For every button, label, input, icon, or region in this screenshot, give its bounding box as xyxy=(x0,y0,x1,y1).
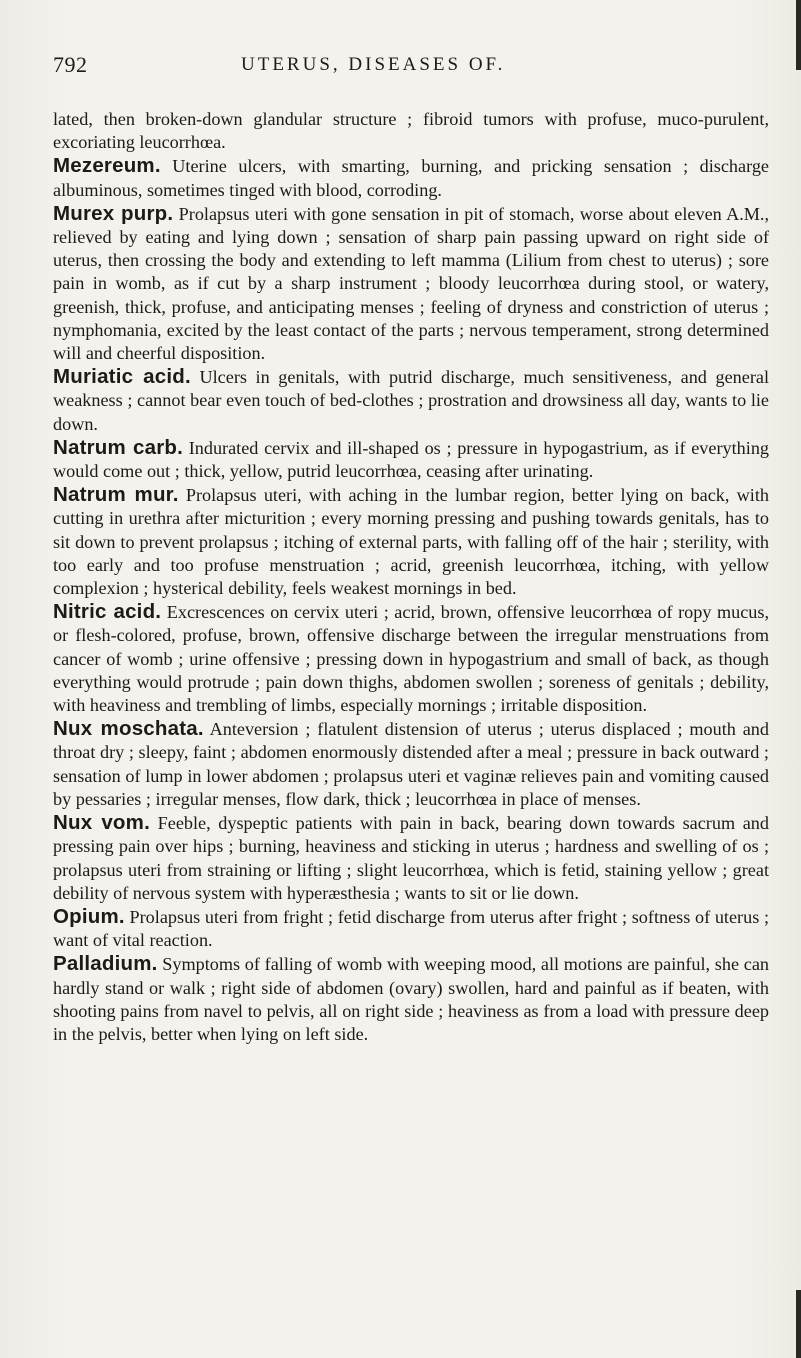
page-edge-mark xyxy=(796,1290,801,1358)
remedy-description: Anteversion ; flatulent distension of uterus ; uterus displaced ; mouth and throat dry ; sleepy, faint ; abdomen enormously distended after a meal ; pressure in back outward ; sensation of lump in lower abdomen ; prolapsus uteri et vaginæ relieves pain and vomiting caused by pessaries ; irregular menses, flow dark, thick ; leucorrhœa in place of menses. xyxy=(53,719,769,809)
remedy-description: Prolapsus uteri with gone sensation in pit of stomach, worse about eleven A.M., relieved by eating and lying down ; sensation of sharp pain passing upward on right side of uterus, then crossing the body and extending to left mamma (Lilium from chest to uterus) ; sore pain in womb, as if cut by a sharp instrument ; bloody leucorrhœa during stool, or watery, greenish, thick, profuse, and anticipating menses ; feeling of dryness and constriction of uterus ; nymphomania, excited by the least contact of the parts ; nervous temperament, strong determined will and cheerful disposition. xyxy=(53,203,770,364)
remedy-description: Prolapsus uteri, with aching in the lumbar region, better lying on back, with cutting in urethra after micturition ; every morning pressing and pushing towards genitals, has to sit down to prevent prolapsus ; itching of external parts, with falling off of the hair ; sterility, with too early and too profuse menstruation ; acrid, greenish leucorrhœa, itching, with yellow complexion ; hysterical debility, feels weakest mornings in bed. xyxy=(53,485,770,599)
remedy-description: Indurated cervix and ill-shaped os ; pressure in hypogastrium, as if everything would come out ; thick, yellow, putrid leucorrhœa, ceasing after urinating. xyxy=(53,437,770,482)
remedy-entry-nux-moschata xyxy=(53,717,769,811)
remedy-name: Nux vom. xyxy=(53,811,150,835)
remedy-description: Symptoms of falling of womb with weeping mood, all motions are painful, she can hardly stand or walk ; right side of abdomen (ovary) swollen, hard and painful as if beaten, with shooting pains from navel to pelvis, all on right side ; heaviness as from a load with pressure deep in the pelvis, better when lying on left side. xyxy=(53,954,770,1044)
remedy-description: Excrescences on cervix uteri ; acrid, brown, offensive leucorrhœa of ropy mucus, or flesh-colored, profuse, brown, offensive discharge between the irregular menstruations from cancer of womb ; urine offensive ; pressing down in hypogastrium and small of back, as though everything would protrude ; pain down thighs, abdomen swollen ; soreness of genitals ; debility, with heaviness and trembling of limbs, especially mornings ; irritable disposition. xyxy=(53,602,770,716)
page-number: 792 xyxy=(53,52,88,77)
remedy-entry-muriatic-acid xyxy=(53,365,769,436)
continued-paragraph: lated, then broken-down glandular structure ; fibroid tumors with profuse, muco-purulent, excoriating leucorrhœa. xyxy=(53,109,769,153)
remedy-name: Natrum mur. xyxy=(53,483,179,507)
remedy-name: Mezereum. xyxy=(53,154,161,178)
remedy-entry-natrum-carb xyxy=(53,436,769,483)
remedy-entry-natrum-mur xyxy=(53,483,769,600)
remedy-name: Muriatic acid. xyxy=(53,365,191,389)
remedy-name: Murex purp. xyxy=(53,201,174,225)
remedy-entry-mezereum xyxy=(53,154,769,201)
remedy-entry-murex-purp xyxy=(53,202,769,365)
page-edge-mark xyxy=(796,0,801,70)
remedy-entry-palladium xyxy=(53,952,769,1046)
remedy-name: Nux moschata. xyxy=(53,717,204,741)
remedy-description: Prolapsus uteri from fright ; fetid discharge from uterus after fright ; softness of uterus ; want of vital reaction. xyxy=(53,906,770,951)
remedy-entry-opium xyxy=(53,905,769,952)
remedy-description: Uterine ulcers, with smarting, burning, and pricking sensation ; discharge albuminous, sometimes tinged with blood, corroding. xyxy=(53,156,769,200)
remedy-entry-nux-vom xyxy=(53,811,769,905)
remedy-name: Natrum carb. xyxy=(53,435,183,459)
remedy-description: Feeble, dyspeptic patients with pain in back, bearing down towards sacrum and pressing pain over hips ; burning, heaviness and sticking in uterus ; hardness and swelling of os ; prolapsus uteri from straining or lifting ; slight leucorrhœa, which is fetid, staining yellow ; great debility of nervous system with hyperæsthesia ; wants to sit or lie down. xyxy=(53,813,769,903)
remedy-description: Ulcers in genitals, with putrid discharge, much sensitiveness, and general weakness ; cannot bear even touch of bed-clothes ; prostration and drowsiness all day, wants to lie down. xyxy=(53,367,770,434)
remedy-name: Nitric acid. xyxy=(53,600,162,624)
running-head: UTERUS, DISEASES OF. xyxy=(241,54,506,75)
remedy-name: Palladium. xyxy=(53,952,158,976)
remedy-entry-nitric-acid xyxy=(53,600,769,717)
page-header xyxy=(53,52,753,86)
body-text xyxy=(53,108,769,1046)
remedy-name: Opium. xyxy=(53,904,125,928)
